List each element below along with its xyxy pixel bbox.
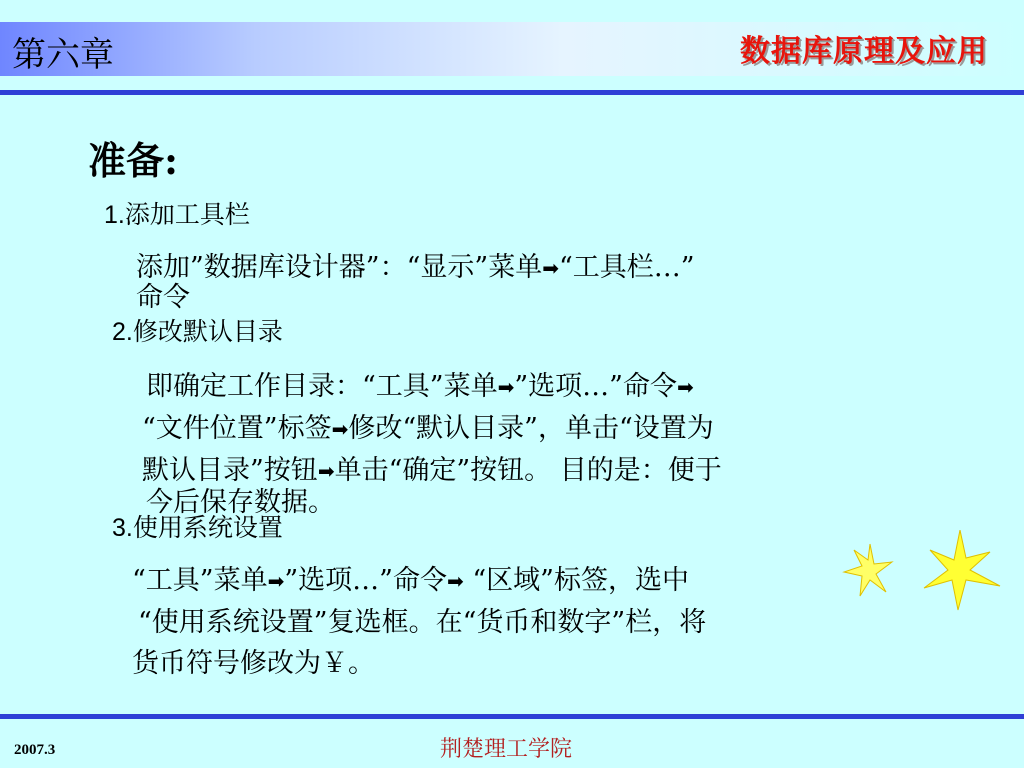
paragraph-3-text-b: ”选项…”命令 [284,565,447,596]
arrow-icon: ➡ [676,375,694,399]
paragraph-2-text-d: 修改“默认目录”，单击“设置为 [348,413,714,444]
paragraph-2-text-b: ”选项…”命令 [514,371,677,402]
paragraph-3-text-a: “工具”菜单 [132,565,268,596]
paragraph-2-text-a: 即确定工作目录：“工具”菜单 [146,371,498,402]
paragraph-3-line-3: 货币符号修改为￥。 [132,648,375,679]
paragraph-2 [142,366,976,523]
item-1-label: 添加工具栏 [124,200,250,229]
item-3-title [112,508,283,544]
paragraph-3 [132,560,932,684]
item-1-number: 1. [104,201,125,229]
paragraph-2-text-e: 默认目录”按钮 [142,455,318,486]
item-1-title [104,195,250,231]
paragraph-2-line-2 [142,408,976,450]
paragraph-2-text-f: 单击“确定”按钮。 目的是：便于 [334,455,722,486]
chapter-title: 第六章 [12,35,114,75]
paragraph-2-text-c: “文件位置”标签 [142,413,332,444]
section-heading: 准备: [88,138,179,183]
paragraph-2-line-1 [146,366,976,408]
paragraph-3-text-c: “区域”标签，选中 [463,565,689,596]
paragraph-1-line-2: 命令 [136,282,190,313]
paragraph-1-text-b: “工具栏…” [558,252,695,283]
sparkle-icon [924,530,1000,610]
paragraph-1 [136,247,936,318]
paragraph-3-line-1 [132,560,932,602]
arrow-icon: ➡ [331,417,349,441]
arrow-icon: ➡ [267,569,285,593]
arrow-icon: ➡ [446,569,464,593]
arrow-icon: ➡ [542,256,559,280]
sparkle-icon [844,544,892,596]
header-rule [0,90,1024,95]
item-3-number: 3. [112,514,133,542]
paragraph-1-text-a: 添加”数据库设计器”：“显示”菜单 [136,252,543,283]
footer-rule [0,714,1024,719]
item-2-number: 2. [112,318,133,346]
paragraph-2-line-4: 今后保存数据。 [146,487,335,518]
footer-date: 2007.3 [14,742,56,758]
sparkles-decoration [840,530,1020,670]
item-2-label: 修改默认目录 [132,317,283,346]
item-3-label: 使用系统设置 [132,513,283,542]
arrow-icon: ➡ [497,375,515,399]
paragraph-3-line-2: “使用系统设置”复选框。在“货币和数字”栏，将 [138,607,707,638]
arrow-icon: ➡ [317,459,335,483]
item-2-title [112,312,283,348]
course-title: 数据库原理及应用 [740,34,988,69]
footer-school: 荆楚理工学院 [440,737,573,762]
